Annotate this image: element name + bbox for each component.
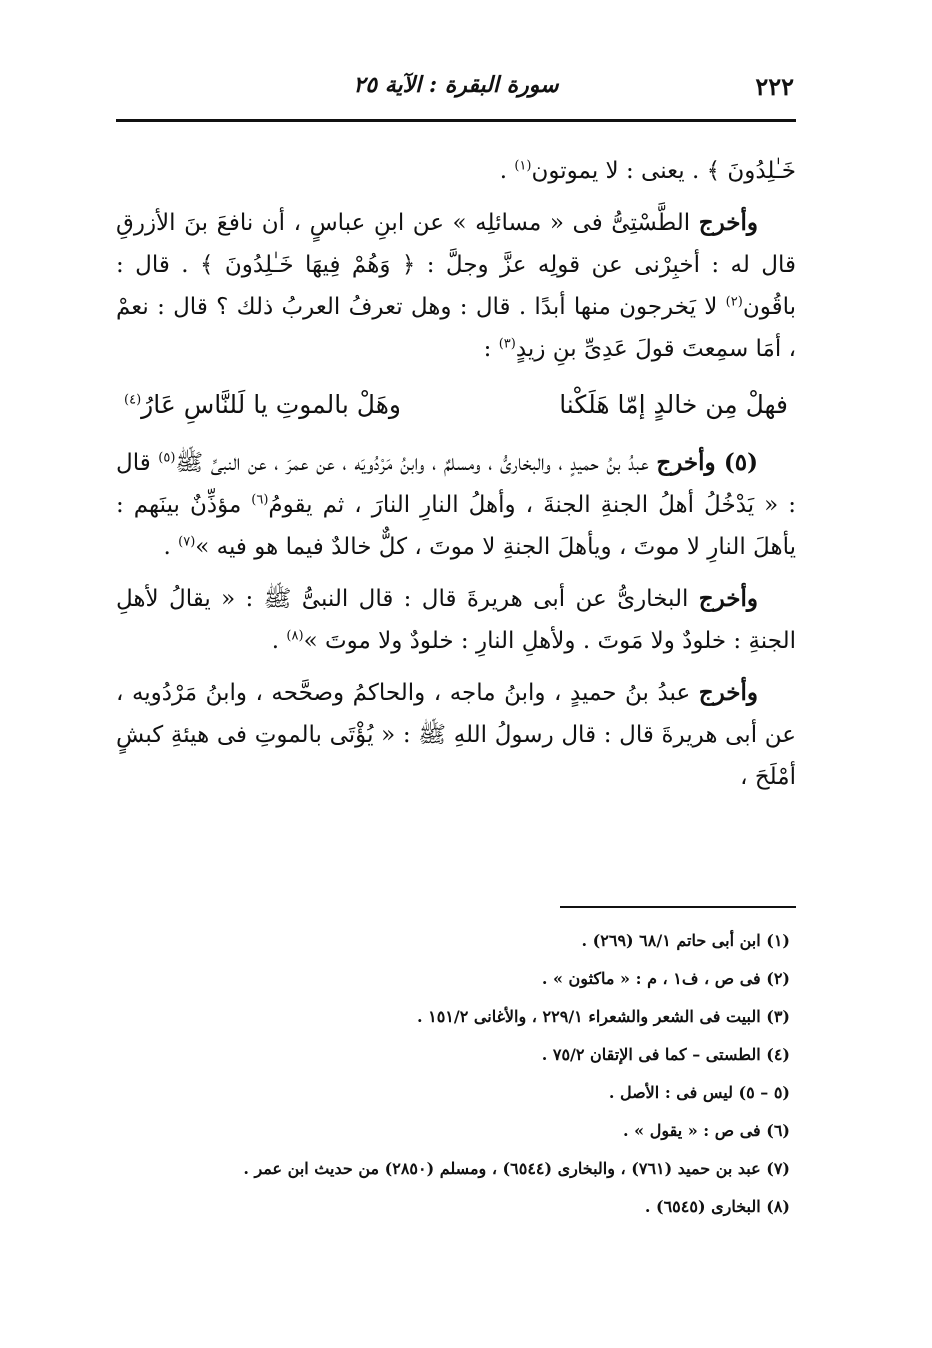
paragraph-1 xyxy=(116,150,796,192)
paragraph-lead: وأخرج xyxy=(698,209,758,236)
page-header xyxy=(118,72,794,112)
paragraph-tail: قال : « يَدْخُلُ أهلُ الجنةِ الجنةَ ، وأهلُ النارِ النارَ ، ثم يقومُ xyxy=(116,450,796,518)
footnote-ref: (٧) xyxy=(178,534,196,550)
paragraph-tail: . xyxy=(499,158,515,184)
paragraph-tail: . xyxy=(271,628,287,654)
paragraph-tail: : xyxy=(483,336,499,362)
paragraph-tail: لا يَخرجون منها أبدًا . قال : وهل تعرفُ العربُ ذلك ؟ قال : نعمْ ، أمَا سمِعتَ قولَ عَدِىِّ بنِ زيدٍ xyxy=(116,294,796,362)
running-title: سورة البقرة : الآية ٢٥ xyxy=(353,72,559,98)
paragraph-5 xyxy=(116,672,796,798)
verse-second-hemistich xyxy=(124,382,401,428)
paragraph-2 xyxy=(116,202,796,370)
verse-text: وهَلْ بالموتِ يا لَلنَّاسِ عَارُ xyxy=(141,390,401,419)
paragraph-lead: وأخرج xyxy=(698,679,758,706)
main-text xyxy=(116,150,796,808)
footnote-8: (٨) البخارى (٦٥٤٥) . xyxy=(644,1197,790,1216)
footnote-5: (٥ – ٥) ليس فى : الأصل . xyxy=(608,1083,790,1102)
header-rule xyxy=(116,119,796,122)
verse-first-hemistich: فهلْ مِن خالدٍ إمّا هَلَكْنا xyxy=(559,390,788,419)
footnote-4: (٤) الطستى – كما فى الإتقان ٧٥/٢ . xyxy=(541,1045,790,1064)
page-number: ٢٢٢ xyxy=(755,72,794,101)
footnote-ref: (٣) xyxy=(498,336,516,352)
paragraph-tail: مؤذِّنٌ بينَهم : يأهلَ النارِ لا موتَ ، ويأهلَ الجنةِ لا موتَ ، كلٌّ خالدٌ فيما هو فيه » xyxy=(116,492,796,560)
footnotes xyxy=(116,922,796,1226)
paragraph-tail: . xyxy=(163,534,179,560)
footnote-2: (٢) فى ص ، ف١ ، م : « ماكثون » . xyxy=(541,969,790,988)
footnote-1: (١) ابن أبى حاتم ٦٨/١ (٢٦٩) . xyxy=(581,931,790,950)
footnote-7: (٧) عبد بن حميد (٧٦١) ، والبخارى (٦٥٤٤) ، ومسلم (٢٨٥٠) من حديث ابن عمر . xyxy=(243,1159,790,1178)
footnote-ref: (٨) xyxy=(286,628,304,644)
footnote-ref: (١) xyxy=(514,158,532,174)
footnote-3: (٣) البيت فى الشعر والشعراء ٢٢٩/١ ، والأغانى ١٥١/٢ . xyxy=(416,1007,790,1026)
paragraph-text: الطَّسْتِىُّ فى « مسائلِه » عن ابنِ عباسٍ ، أن نافعَ بنَ الأزرقِ قال له : أخبِرْنى عن قولِه عزَّ وجلَّ : ﴿ وَهُمْ فِيهَا خَـٰلِدُونَ ﴾ . قال : باقُون xyxy=(116,210,796,320)
paragraph-text: عبدُ بنُ حميدٍ ، والبخارىُّ ، ومسلمٌ ، وابنُ مَرْدُويَه ، عن عمرَ ، عن النبىِّ ﷺ xyxy=(175,450,657,476)
paragraph-text: البخارىُّ عن أبى هريرةَ قال : قال النبىُّ ﷺ : « يقالُ لأهلِ الجنةِ : خلودٌ ولا مَوتَ . ولأهلِ النارِ : خلودٌ ولا موتَ » xyxy=(116,586,796,654)
paragraph-text: عبدُ بنُ حميدٍ ، وابنُ ماجه ، والحاكمُ وصحَّحه ، وابنُ مَرْدُويه ، عن أبى هريرةَ قال : قال رسولُ اللهِ ﷺ : « يُؤْتَى بالموتِ فى هيئةِ كبشٍ أمْلَحَ ، xyxy=(116,680,796,790)
paragraph-3 xyxy=(116,442,796,568)
paragraph-4 xyxy=(116,578,796,662)
poetry-verse xyxy=(116,382,796,428)
footnote-rule xyxy=(560,906,796,908)
paragraph-lead: (٥) وأخرج xyxy=(656,449,758,476)
footnote-ref: (٥) xyxy=(158,450,176,466)
footnote-6: (٦) فى ص : « يقول » . xyxy=(623,1121,790,1140)
footnote-ref: (٦) xyxy=(251,492,269,508)
footnote-ref: (٢) xyxy=(725,294,743,310)
footnote-ref: (٤) xyxy=(124,392,142,408)
paragraph-lead: وأخرج xyxy=(698,585,758,612)
paragraph-text: خَـٰلِدُونَ ﴾ . يعنى : لا يموتون xyxy=(531,158,796,184)
